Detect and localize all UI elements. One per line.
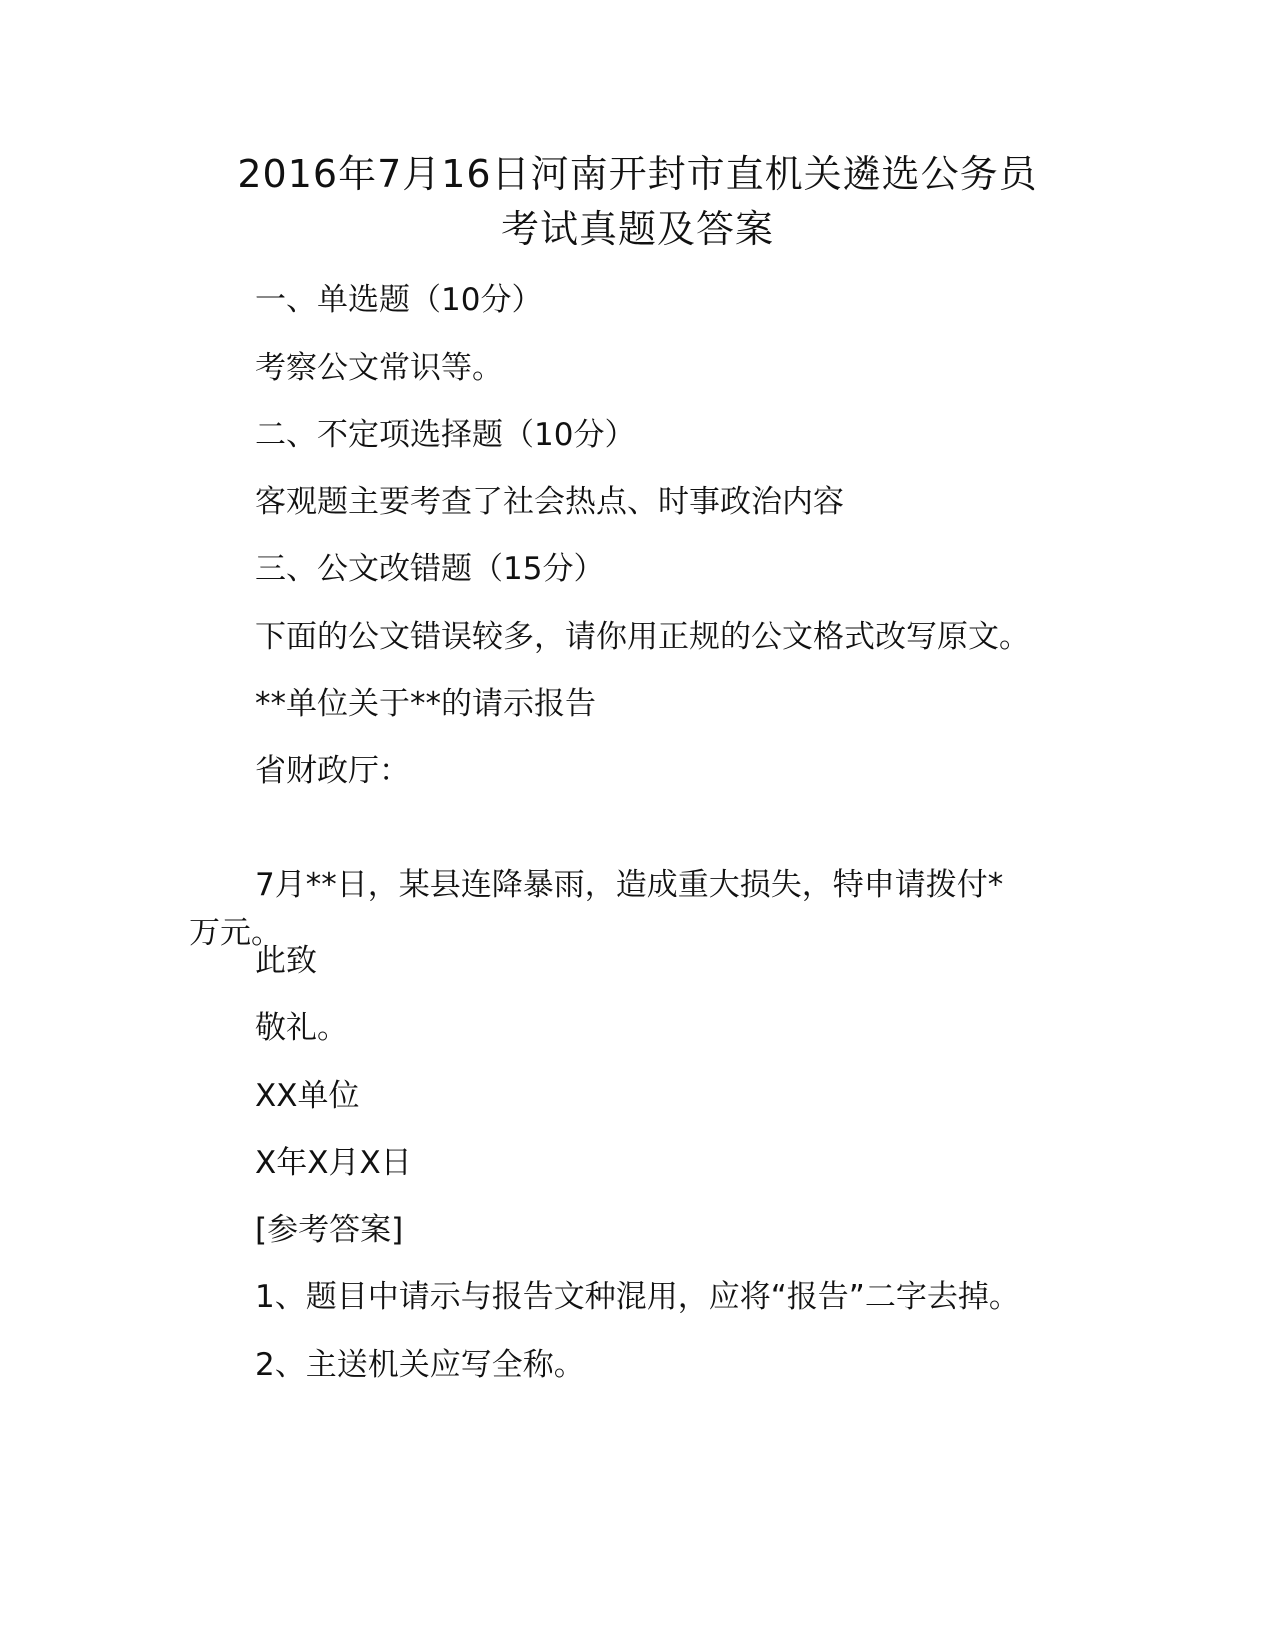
section-1-heading: 一、单选题（10分） <box>255 282 543 318</box>
section-2-heading: 二、不定项选择题（10分） <box>255 417 636 453</box>
document-title-line-1: 2016年7月16日河南开封市直机关遴选公务员 <box>237 152 1038 196</box>
answer-item-1: 1、题目中请示与报告文种混用，应将“报告”二字去掉。 <box>255 1279 1020 1315</box>
answer-item-2: 2、主送机关应写全称。 <box>255 1347 585 1383</box>
sample-recipient: 省财政厅： <box>255 753 410 789</box>
document-title-line-2: 考试真题及答案 <box>500 207 774 251</box>
sample-document-title: **单位关于**的请示报告 <box>255 686 596 722</box>
section-3-heading: 三、公文改错题（15分） <box>255 551 605 587</box>
section-1-body: 考察公文常识等。 <box>255 350 503 386</box>
answer-heading: [参考答案] <box>255 1212 404 1248</box>
sample-body-line-1: 7月**日，某县连降暴雨，造成重大损失，特申请拨付* <box>255 867 1004 903</box>
sample-closing-1: 此致 <box>255 943 317 979</box>
section-2-body: 客观题主要考查了社会热点、时事政治内容 <box>255 484 844 520</box>
section-3-instruction: 下面的公文错误较多，请你用正规的公文格式改写原文。 <box>255 619 1030 655</box>
sample-date: X年X月X日 <box>255 1145 412 1181</box>
sample-closing-2: 敬礼。 <box>255 1010 348 1046</box>
sample-body-line-2: 万元。 <box>189 915 282 951</box>
sample-body-paragraph <box>189 861 1085 957</box>
sample-signer: XX单位 <box>255 1078 360 1114</box>
